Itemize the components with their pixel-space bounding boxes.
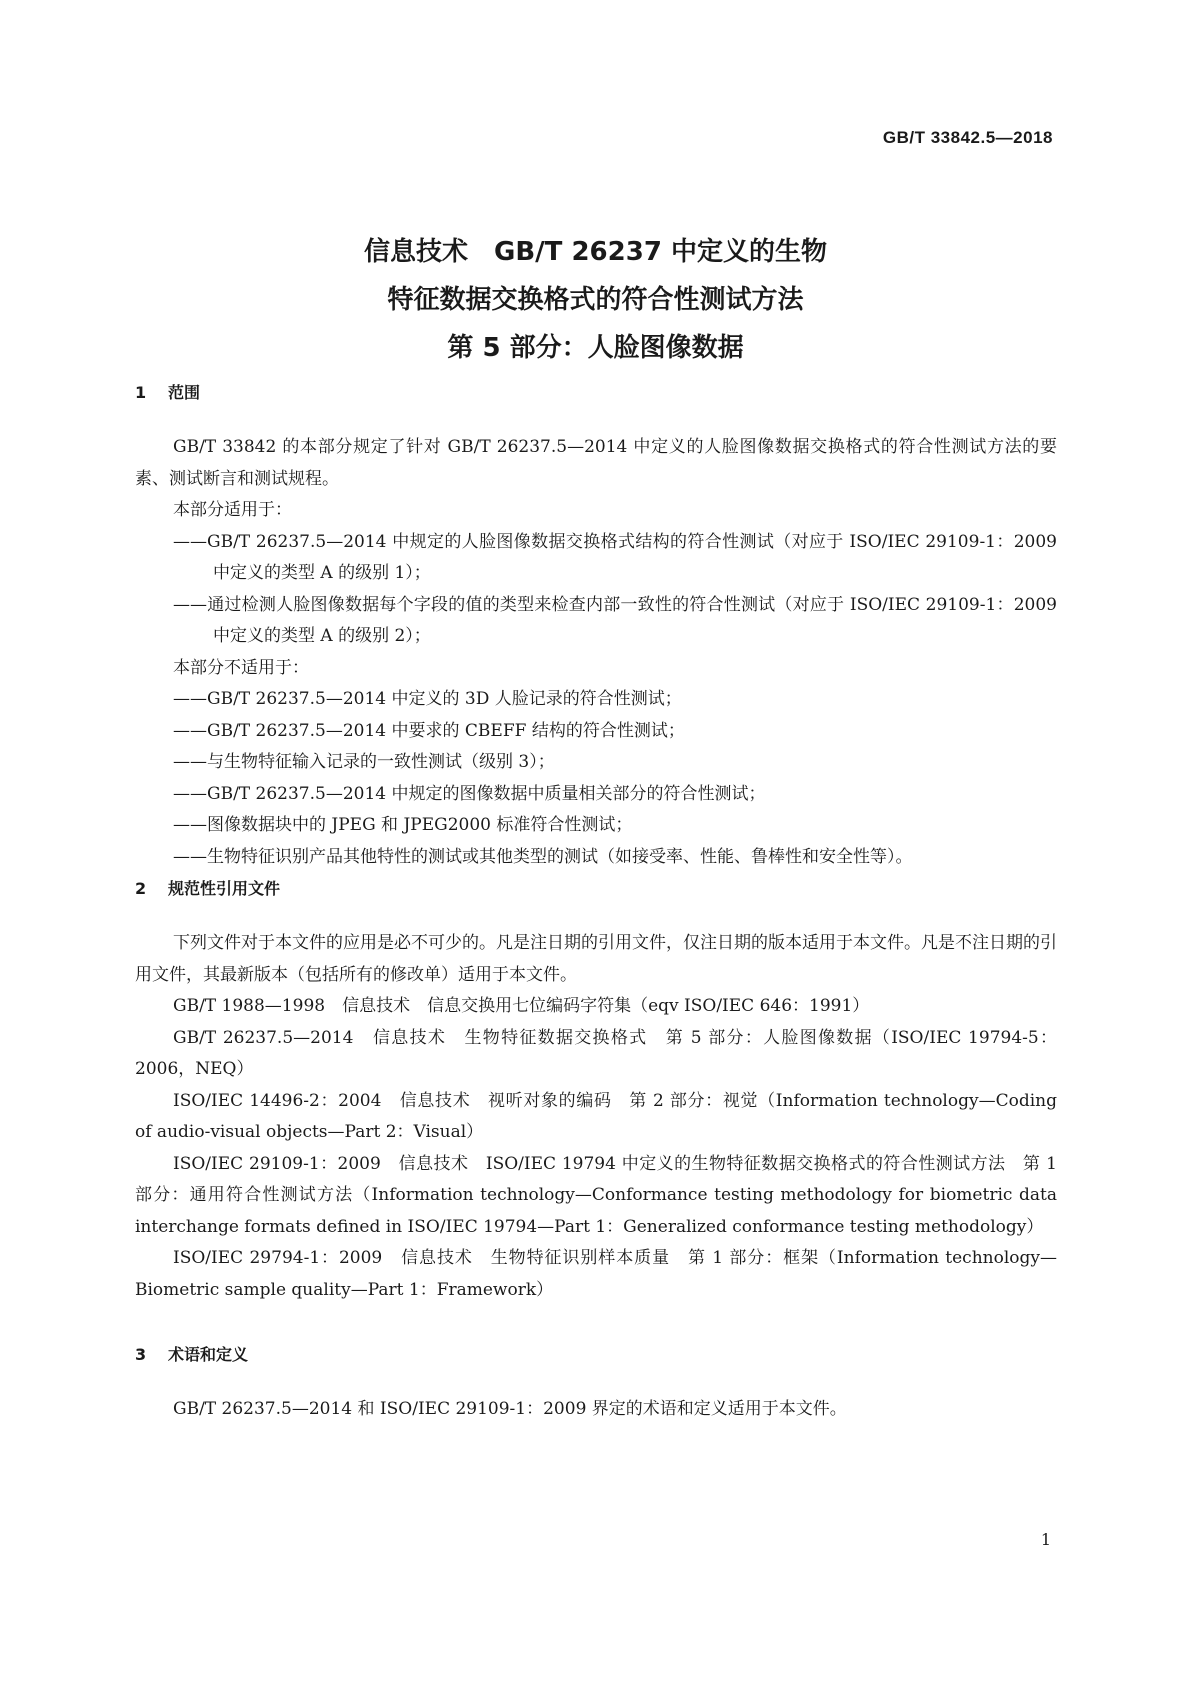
paragraph: 下列文件对于本文件的应用是必不可少的。凡是注日期的引用文件，仅注日期的版本适用于本文件。凡是不注日期的引用文件，其最新版本（包括所有的修改单）适用于本文件。	[135, 933, 1057, 985]
section-1-body	[135, 432, 1057, 873]
paragraph: GB/T 26237.5—2014 和 ISO/IEC 29109-1：2009 界定的术语和定义适用于本文件。	[173, 1399, 847, 1419]
reference-item: ISO/IEC 14496-2：2004 信息技术 视听对象的编码 第 2 部分：视觉（Information technology—Coding of audio-visual objects—Part 2：Visual）	[135, 1090, 1057, 1142]
list-item: ——图像数据块中的 JPEG 和 JPEG2000 标准符合性测试；	[173, 815, 633, 835]
section-title: 术语和定义	[168, 1345, 249, 1364]
document-title	[0, 228, 1191, 372]
title-line-2: 特征数据交换格式的符合性测试方法	[387, 285, 804, 315]
section-title: 规范性引用文件	[168, 879, 281, 898]
reference-item: ISO/IEC 29109-1：2009 信息技术 ISO/IEC 19794 中定义的生物特征数据交换格式的符合性测试方法 第 1 部分：通用符合性测试方法（Information technology—Conformance testing methodology for biometric data interchange formats defined in ISO/IEC 19794—Part 1：Generalized conformance testing methodology）	[135, 1153, 1057, 1237]
paragraph: 本部分不适用于：	[173, 657, 309, 678]
page-number: 1	[1040, 1530, 1051, 1549]
section-3-heading	[135, 1342, 248, 1365]
section-title: 范围	[168, 383, 201, 402]
paragraph: GB/T 33842 的本部分规定了针对 GB/T 26237.5—2014 中定义的人脸图像数据交换格式的符合性测试方法的要素、测试断言和测试规程。	[135, 437, 1057, 489]
section-number: 2	[135, 879, 147, 898]
section-1-heading	[135, 380, 200, 403]
section-2-heading	[135, 876, 280, 899]
list-item: ——GB/T 26237.5—2014 中定义的 3D 人脸记录的符合性测试；	[173, 689, 682, 709]
section-number: 1	[135, 383, 147, 402]
reference-item: ISO/IEC 29794-1：2009 信息技术 生物特征识别样本质量 第 1 部分：框架（Information technology—Biometric sample quality—Part 1：Framework）	[135, 1248, 1057, 1300]
list-item: ——GB/T 26237.5—2014 中要求的 CBEFF 结构的符合性测试；	[173, 720, 685, 741]
list-item: ——GB/T 26237.5—2014 中规定的人脸图像数据交换格式结构的符合性测试（对应于 ISO/IEC 29109-1：2009 中定义的类型 A 的级别 1）；	[173, 531, 1057, 583]
list-item: ——生物特征识别产品其他特性的测试或其他类型的测试（如接受率、性能、鲁棒性和安全性等）。	[173, 846, 913, 867]
reference-item: GB/T 1988—1998 信息技术 信息交换用七位编码字符集（eqv ISO/IEC 646：1991）	[173, 996, 870, 1016]
standard-number: GB/T 33842.5—2018	[882, 128, 1053, 147]
section-number: 3	[135, 1345, 147, 1364]
section-3-body	[135, 1394, 1057, 1426]
reference-item: GB/T 26237.5—2014 信息技术 生物特征数据交换格式 第 5 部分：人脸图像数据（ISO/IEC 19794-5：2006，NEQ）	[135, 1027, 1057, 1079]
list-item: ——通过检测人脸图像数据每个字段的值的类型来检查内部一致性的符合性测试（对应于 ISO/IEC 29109-1：2009 中定义的类型 A 的级别 2）；	[173, 594, 1057, 646]
list-item: ——与生物特征输入记录的一致性测试（级别 3）；	[173, 752, 555, 772]
title-line-3: 第 5 部分：人脸图像数据	[447, 333, 744, 363]
paragraph: 本部分适用于：	[173, 500, 292, 520]
section-2-body	[135, 928, 1057, 1306]
list-item: ——GB/T 26237.5—2014 中规定的图像数据中质量相关部分的符合性测试；	[173, 783, 766, 804]
title-line-1: 信息技术 GB/T 26237 中定义的生物	[364, 237, 827, 267]
